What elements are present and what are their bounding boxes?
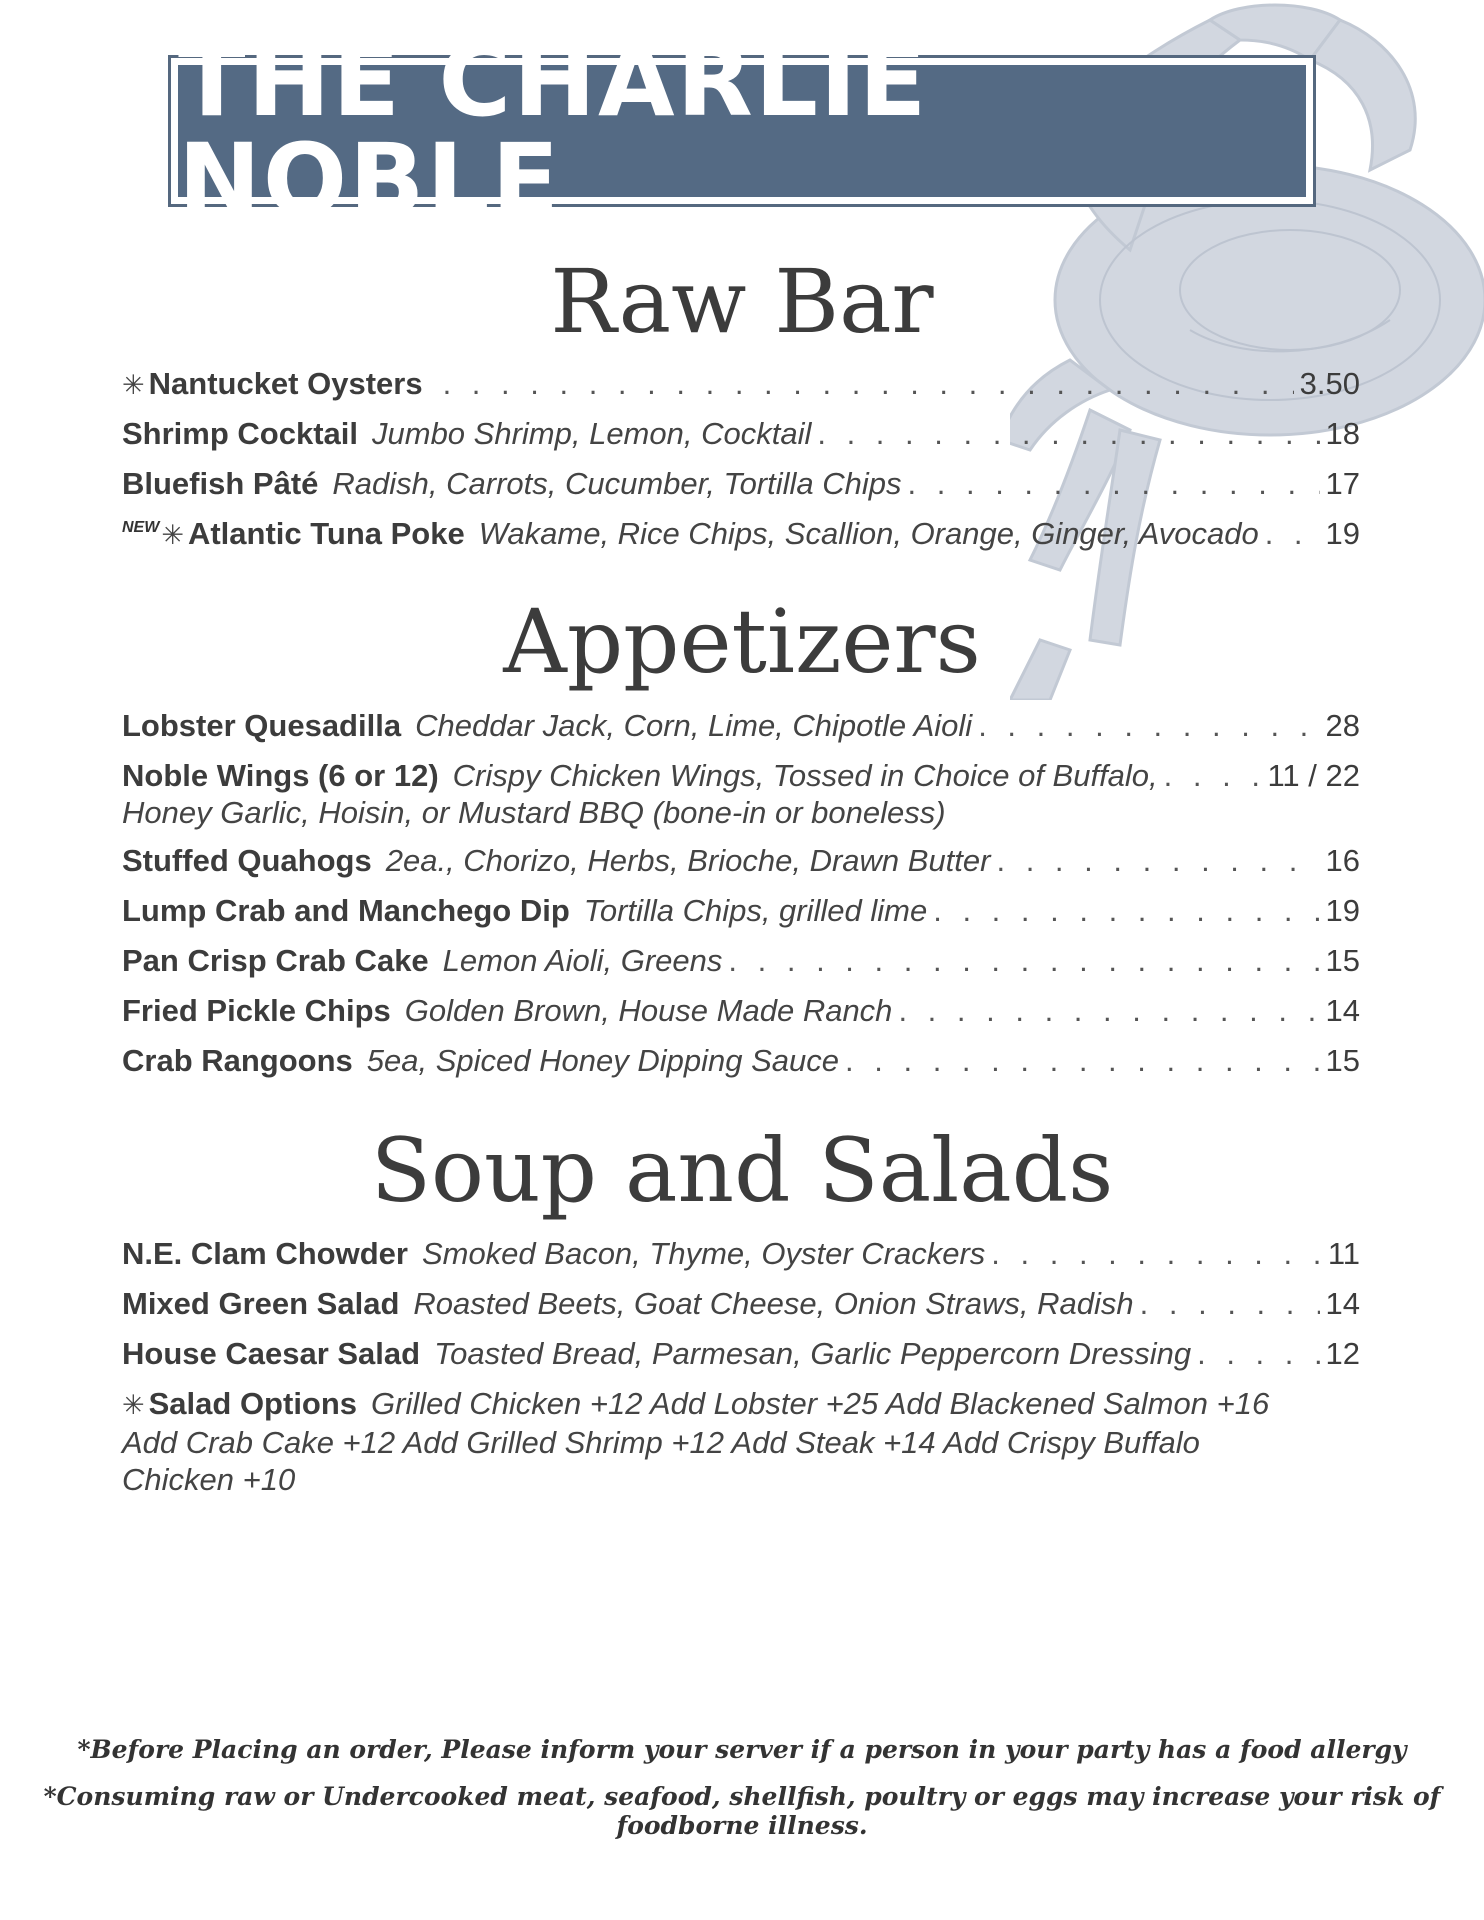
section-title-soup-and-salads: Soup and Salads (370, 1119, 1114, 1222)
asterisk-icon: ✳ (122, 370, 145, 400)
item-price: 11 / 22 (1267, 758, 1360, 793)
dot-leader (898, 992, 1319, 1029)
item-name: Atlantic Tuna Poke (187, 516, 465, 551)
menu-item (122, 992, 1360, 1029)
item-price: 28 (1325, 708, 1360, 743)
item-name: Nantucket Oysters (148, 366, 423, 401)
dot-leader (1265, 515, 1320, 552)
dot-leader (991, 1235, 1322, 1272)
dot-leader (728, 942, 1319, 979)
item-description: Toasted Bread, Parmesan, Garlic Peppercorn Dressing (434, 1336, 1192, 1371)
dot-leader (908, 465, 1320, 502)
item-description: 5ea, Spiced Honey Dipping Sauce (366, 1043, 840, 1078)
menu-item (122, 415, 1360, 452)
item-name: House Caesar Salad (122, 1336, 421, 1371)
menu-item (122, 1235, 1360, 1272)
asterisk-icon: ✳ (122, 1390, 145, 1420)
item-name: Bluefish Pâté (122, 466, 319, 501)
item-description: Wakame, Rice Chips, Scallion, Orange, Ginger, Avocado (478, 516, 1259, 551)
section-title-appetizers: Appetizers (503, 590, 981, 693)
menu-item (122, 942, 1360, 979)
menu-item (122, 1042, 1360, 1079)
restaurant-name: THE CHARLIE NOBLE (178, 24, 929, 238)
salad-options-line: Grilled Chicken +12 Add Lobster +25 Add Blackened Salmon +16 (371, 1386, 1270, 1421)
item-description: Cheddar Jack, Corn, Lime, Chipotle Aioli (415, 708, 973, 743)
salad-options-line: Chicken +10 (122, 1462, 296, 1497)
item-price: 12 (1325, 1336, 1360, 1371)
restaurant-header (168, 24, 1316, 238)
item-description-continued: Honey Garlic, Hoisin, or Mustard BBQ (bone-in or boneless) (122, 795, 946, 830)
dot-leader (996, 842, 1319, 879)
item-name: Shrimp Cocktail (122, 416, 358, 451)
item-name: N.E. Clam Chowder (122, 1236, 408, 1271)
new-badge: NEW (122, 519, 160, 536)
dot-leader (845, 1042, 1320, 1079)
item-price: 15 (1325, 1043, 1360, 1078)
dot-leader (1197, 1335, 1319, 1372)
item-price: 19 (1325, 516, 1360, 551)
item-description: Radish, Carrots, Cucumber, Tortilla Chips (332, 466, 902, 501)
dot-leader (443, 365, 1294, 402)
header-banner (178, 24, 1306, 238)
menu-item (122, 465, 1360, 502)
item-price: 3.50 (1299, 366, 1360, 401)
menu-item (122, 515, 1360, 558)
item-price: 16 (1325, 843, 1360, 878)
asterisk-icon: ✳ (161, 520, 184, 550)
item-name: Stuffed Quahogs (122, 843, 372, 878)
item-description: Crispy Chicken Wings, Tossed in Choice of Buffalo, (452, 758, 1158, 793)
item-name: Lump Crab and Manchego Dip (122, 893, 570, 928)
item-name: Crab Rangoons (122, 1043, 353, 1078)
dot-leader (1164, 757, 1262, 794)
item-name: Noble Wings (6 or 12) (122, 758, 439, 793)
item-description: Jumbo Shrimp, Lemon, Cocktail (372, 416, 812, 451)
item-name: Lobster Quesadilla (122, 708, 402, 743)
item-price: 14 (1325, 993, 1360, 1028)
dot-leader (933, 892, 1319, 929)
item-price: 19 (1325, 893, 1360, 928)
item-description: 2ea., Chorizo, Herbs, Brioche, Drawn Butter (385, 843, 991, 878)
dot-leader (1140, 1285, 1320, 1322)
salad-options-label: Salad Options (148, 1386, 358, 1421)
item-name: Pan Crisp Crab Cake (122, 943, 429, 978)
item-name: Fried Pickle Chips (122, 993, 391, 1028)
menu-item (122, 757, 1360, 831)
menu-item (122, 1285, 1360, 1322)
item-price: 17 (1325, 466, 1360, 501)
item-name: Mixed Green Salad (122, 1286, 400, 1321)
section-title-raw-bar: Raw Bar (550, 250, 934, 353)
allergy-notice: *Before Placing an order, Please inform your server if a person in your party has a food allergy (77, 1735, 1407, 1764)
consumption-warning: *Consuming raw or Undercooked meat, seafood, shellfish, poultry or eggs may increase your risk of foodborne illness. (43, 1782, 1441, 1840)
dot-leader (978, 707, 1319, 744)
item-description: Roasted Beets, Goat Cheese, Onion Straws, Radish (413, 1286, 1134, 1321)
item-description: Smoked Bacon, Thyme, Oyster Crackers (421, 1236, 986, 1271)
item-price: 18 (1325, 416, 1360, 451)
item-description: Tortilla Chips, grilled lime (583, 893, 928, 928)
menu-item (122, 707, 1360, 744)
menu-item (122, 1335, 1360, 1372)
item-price: 11 (1327, 1236, 1360, 1271)
salad-options (122, 1385, 1360, 1498)
dot-leader (817, 415, 1319, 452)
item-description: Lemon Aioli, Greens (442, 943, 723, 978)
menu-item (122, 842, 1360, 879)
item-price: 15 (1325, 943, 1360, 978)
item-description: Golden Brown, House Made Ranch (404, 993, 893, 1028)
menu-item (122, 892, 1360, 929)
salad-options-line: Add Crab Cake +12 Add Grilled Shrimp +12 Add Steak +14 Add Crispy Buffalo (122, 1425, 1200, 1460)
item-price: 14 (1325, 1286, 1360, 1321)
menu-item (122, 365, 1360, 404)
